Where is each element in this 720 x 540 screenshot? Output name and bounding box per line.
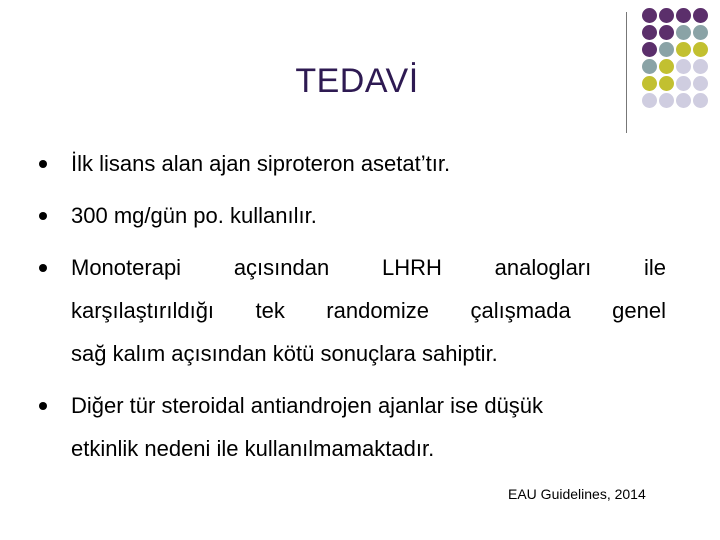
bullet-3-line-1: Monoterapi açısından LHRH analogları ile xyxy=(71,255,666,280)
bullet-2-line-1: 300 mg/gün po. kullanılır. xyxy=(71,203,317,228)
bullet-marker xyxy=(39,402,47,410)
bullet-marker xyxy=(39,160,47,168)
slide-title-text: TEDAVİ xyxy=(295,62,419,100)
bullet-1-line-1: İlk lisans alan ajan siproteron asetat’tır. xyxy=(71,151,451,176)
bullet-3-line-3: sağ kalım açısından kötü sonuçlara sahiptir. xyxy=(71,341,498,366)
bullet-4-line-2: etkinlik nedeni ile kullanılmamaktadır. xyxy=(71,436,435,461)
bullet-marker xyxy=(39,212,47,220)
bullet-4-line-1: Diğer tür steroidal antiandrojen ajanlar ise düşük xyxy=(71,393,544,418)
bullet-marker xyxy=(39,264,47,272)
bullet-3-line-2: karşılaştırıldığı tek randomize çalışmada genel xyxy=(71,298,666,323)
source-citation: EAU Guidelines, 2014 xyxy=(508,486,646,502)
